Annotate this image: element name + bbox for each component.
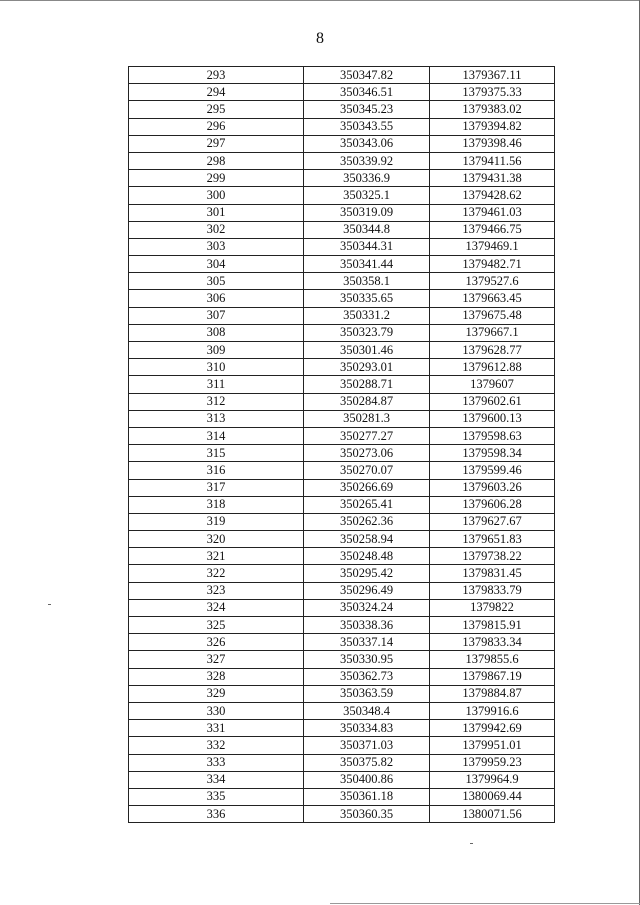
point-number-cell: 306 (129, 290, 304, 307)
y-coordinate-cell: 1379461.03 (430, 204, 555, 221)
point-number-cell: 303 (129, 238, 304, 255)
table-row (129, 427, 555, 444)
point-number-cell: 334 (129, 771, 304, 788)
point-number-cell: 298 (129, 152, 304, 169)
table-row (129, 565, 555, 582)
y-coordinate-cell: 1379855.6 (430, 651, 555, 668)
x-coordinate-cell: 350330.95 (304, 651, 430, 668)
point-number-cell: 331 (129, 720, 304, 737)
table-row (129, 599, 555, 616)
x-coordinate-cell: 350338.36 (304, 617, 430, 634)
y-coordinate-cell: 1379628.77 (430, 342, 555, 359)
y-coordinate-cell: 1379951.01 (430, 737, 555, 754)
x-coordinate-cell: 350248.48 (304, 548, 430, 565)
point-number-cell: 325 (129, 617, 304, 634)
x-coordinate-cell: 350335.65 (304, 290, 430, 307)
y-coordinate-cell: 1379598.34 (430, 445, 555, 462)
x-coordinate-cell: 350319.09 (304, 204, 430, 221)
point-number-cell: 302 (129, 221, 304, 238)
page-edge-top (0, 0, 640, 1)
y-coordinate-cell: 1379964.9 (430, 771, 555, 788)
y-coordinate-cell: 1379482.71 (430, 256, 555, 273)
table-row (129, 702, 555, 719)
y-coordinate-cell: 1379398.46 (430, 135, 555, 152)
x-coordinate-cell: 350265.41 (304, 496, 430, 513)
point-number-cell: 296 (129, 118, 304, 135)
x-coordinate-cell: 350293.01 (304, 359, 430, 376)
coordinates-table-body (129, 67, 555, 823)
x-coordinate-cell: 350341.44 (304, 256, 430, 273)
table-row (129, 548, 555, 565)
table-row (129, 101, 555, 118)
table-row (129, 410, 555, 427)
y-coordinate-cell: 1380069.44 (430, 788, 555, 805)
x-coordinate-cell: 350400.86 (304, 771, 430, 788)
scan-speck (470, 843, 473, 844)
point-number-cell: 330 (129, 702, 304, 719)
point-number-cell: 311 (129, 376, 304, 393)
point-number-cell: 312 (129, 393, 304, 410)
y-coordinate-cell: 1379527.6 (430, 273, 555, 290)
table-row (129, 342, 555, 359)
y-coordinate-cell: 1379959.23 (430, 754, 555, 771)
table-row (129, 668, 555, 685)
y-coordinate-cell: 1379431.38 (430, 170, 555, 187)
page-edge-bottom (330, 903, 640, 904)
y-coordinate-cell: 1379833.79 (430, 582, 555, 599)
y-coordinate-cell: 1379942.69 (430, 720, 555, 737)
page-number: 8 (316, 30, 324, 47)
y-coordinate-cell: 1379606.28 (430, 496, 555, 513)
x-coordinate-cell: 350339.92 (304, 152, 430, 169)
y-coordinate-cell: 1379607 (430, 376, 555, 393)
x-coordinate-cell: 350337.14 (304, 634, 430, 651)
point-number-cell: 328 (129, 668, 304, 685)
point-number-cell: 300 (129, 187, 304, 204)
table-row (129, 256, 555, 273)
table-row (129, 462, 555, 479)
table-row (129, 634, 555, 651)
x-coordinate-cell: 350270.07 (304, 462, 430, 479)
table-row (129, 135, 555, 152)
point-number-cell: 335 (129, 788, 304, 805)
y-coordinate-cell: 1379667.1 (430, 324, 555, 341)
x-coordinate-cell: 350323.79 (304, 324, 430, 341)
table-row (129, 187, 555, 204)
point-number-cell: 319 (129, 513, 304, 530)
x-coordinate-cell: 350325.1 (304, 187, 430, 204)
y-coordinate-cell: 1379612.88 (430, 359, 555, 376)
table-row (129, 771, 555, 788)
point-number-cell: 317 (129, 479, 304, 496)
table-row (129, 685, 555, 702)
y-coordinate-cell: 1379916.6 (430, 702, 555, 719)
point-number-cell: 304 (129, 256, 304, 273)
x-coordinate-cell: 350336.9 (304, 170, 430, 187)
point-number-cell: 314 (129, 427, 304, 444)
point-number-cell: 294 (129, 84, 304, 101)
x-coordinate-cell: 350348.4 (304, 702, 430, 719)
point-number-cell: 305 (129, 273, 304, 290)
table-row (129, 118, 555, 135)
table-row (129, 617, 555, 634)
table-row (129, 720, 555, 737)
table-row (129, 479, 555, 496)
x-coordinate-cell: 350266.69 (304, 479, 430, 496)
point-number-cell: 299 (129, 170, 304, 187)
coordinates-table (128, 66, 555, 823)
x-coordinate-cell: 350343.55 (304, 118, 430, 135)
table-row (129, 359, 555, 376)
point-number-cell: 324 (129, 599, 304, 616)
y-coordinate-cell: 1379600.13 (430, 410, 555, 427)
table-row (129, 531, 555, 548)
table-row (129, 445, 555, 462)
y-coordinate-cell: 1379428.62 (430, 187, 555, 204)
point-number-cell: 307 (129, 307, 304, 324)
x-coordinate-cell: 350301.46 (304, 342, 430, 359)
y-coordinate-cell: 1379603.26 (430, 479, 555, 496)
point-number-cell: 295 (129, 101, 304, 118)
table-row (129, 651, 555, 668)
x-coordinate-cell: 350277.27 (304, 427, 430, 444)
x-coordinate-cell: 350295.42 (304, 565, 430, 582)
table-row (129, 754, 555, 771)
x-coordinate-cell: 350262.36 (304, 513, 430, 530)
table-row (129, 238, 555, 255)
table-row (129, 290, 555, 307)
x-coordinate-cell: 350284.87 (304, 393, 430, 410)
y-coordinate-cell: 1379466.75 (430, 221, 555, 238)
x-coordinate-cell: 350346.51 (304, 84, 430, 101)
point-number-cell: 323 (129, 582, 304, 599)
point-number-cell: 327 (129, 651, 304, 668)
x-coordinate-cell: 350331.2 (304, 307, 430, 324)
table-row (129, 84, 555, 101)
y-coordinate-cell: 1379411.56 (430, 152, 555, 169)
x-coordinate-cell: 350375.82 (304, 754, 430, 771)
x-coordinate-cell: 350281.3 (304, 410, 430, 427)
point-number-cell: 316 (129, 462, 304, 479)
y-coordinate-cell: 1379822 (430, 599, 555, 616)
table-row (129, 376, 555, 393)
y-coordinate-cell: 1380071.56 (430, 806, 555, 823)
x-coordinate-cell: 350324.24 (304, 599, 430, 616)
x-coordinate-cell: 350362.73 (304, 668, 430, 685)
point-number-cell: 320 (129, 531, 304, 548)
table-row (129, 806, 555, 823)
y-coordinate-cell: 1379394.82 (430, 118, 555, 135)
table-row (129, 788, 555, 805)
table-row (129, 221, 555, 238)
point-number-cell: 321 (129, 548, 304, 565)
point-number-cell: 309 (129, 342, 304, 359)
x-coordinate-cell: 350371.03 (304, 737, 430, 754)
table-row (129, 496, 555, 513)
y-coordinate-cell: 1379663.45 (430, 290, 555, 307)
point-number-cell: 326 (129, 634, 304, 651)
x-coordinate-cell: 350361.18 (304, 788, 430, 805)
y-coordinate-cell: 1379598.63 (430, 427, 555, 444)
scan-speck (48, 604, 51, 605)
y-coordinate-cell: 1379375.33 (430, 84, 555, 101)
y-coordinate-cell: 1379599.46 (430, 462, 555, 479)
point-number-cell: 310 (129, 359, 304, 376)
table-row (129, 152, 555, 169)
y-coordinate-cell: 1379651.83 (430, 531, 555, 548)
table-row (129, 324, 555, 341)
point-number-cell: 329 (129, 685, 304, 702)
y-coordinate-cell: 1379831.45 (430, 565, 555, 582)
y-coordinate-cell: 1379738.22 (430, 548, 555, 565)
x-coordinate-cell: 350360.35 (304, 806, 430, 823)
table-row (129, 513, 555, 530)
x-coordinate-cell: 350343.06 (304, 135, 430, 152)
point-number-cell: 333 (129, 754, 304, 771)
x-coordinate-cell: 350347.82 (304, 67, 430, 84)
point-number-cell: 308 (129, 324, 304, 341)
y-coordinate-cell: 1379815.91 (430, 617, 555, 634)
y-coordinate-cell: 1379602.61 (430, 393, 555, 410)
x-coordinate-cell: 350258.94 (304, 531, 430, 548)
table-row (129, 393, 555, 410)
y-coordinate-cell: 1379884.87 (430, 685, 555, 702)
y-coordinate-cell: 1379833.34 (430, 634, 555, 651)
table-row (129, 273, 555, 290)
y-coordinate-cell: 1379469.1 (430, 238, 555, 255)
y-coordinate-cell: 1379383.02 (430, 101, 555, 118)
x-coordinate-cell: 350296.49 (304, 582, 430, 599)
x-coordinate-cell: 350344.8 (304, 221, 430, 238)
point-number-cell: 301 (129, 204, 304, 221)
table-row (129, 582, 555, 599)
x-coordinate-cell: 350273.06 (304, 445, 430, 462)
x-coordinate-cell: 350288.71 (304, 376, 430, 393)
y-coordinate-cell: 1379367.11 (430, 67, 555, 84)
point-number-cell: 336 (129, 806, 304, 823)
table-row (129, 170, 555, 187)
y-coordinate-cell: 1379627.67 (430, 513, 555, 530)
y-coordinate-cell: 1379867.19 (430, 668, 555, 685)
point-number-cell: 293 (129, 67, 304, 84)
point-number-cell: 313 (129, 410, 304, 427)
table-row (129, 67, 555, 84)
point-number-cell: 318 (129, 496, 304, 513)
x-coordinate-cell: 350345.23 (304, 101, 430, 118)
x-coordinate-cell: 350363.59 (304, 685, 430, 702)
point-number-cell: 315 (129, 445, 304, 462)
point-number-cell: 332 (129, 737, 304, 754)
table-row (129, 204, 555, 221)
x-coordinate-cell: 350344.31 (304, 238, 430, 255)
point-number-cell: 297 (129, 135, 304, 152)
x-coordinate-cell: 350358.1 (304, 273, 430, 290)
y-coordinate-cell: 1379675.48 (430, 307, 555, 324)
table-row (129, 737, 555, 754)
point-number-cell: 322 (129, 565, 304, 582)
table-row (129, 307, 555, 324)
x-coordinate-cell: 350334.83 (304, 720, 430, 737)
